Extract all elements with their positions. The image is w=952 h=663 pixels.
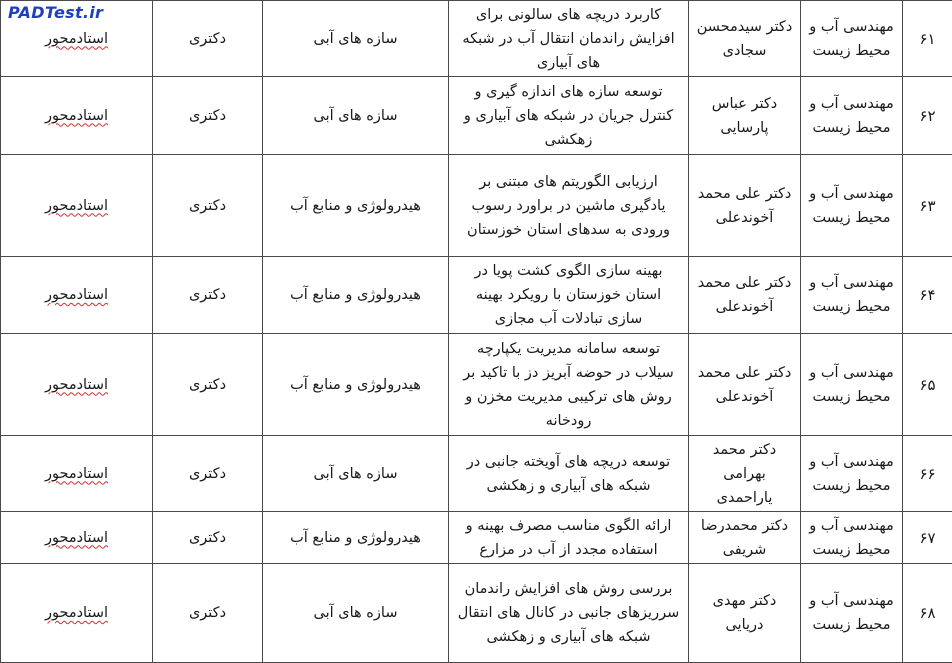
table-row <box>1 512 952 564</box>
row-number-cell: ۶۴ <box>903 257 952 334</box>
field-cell: مهندسی آب و محیط زیست <box>801 564 903 663</box>
supervisor-cell: دکتر علی محمد آخوندعلی <box>689 155 801 257</box>
row-number-cell: ۶۳ <box>903 155 952 257</box>
row-number-cell: ۶۶ <box>903 436 952 512</box>
table-row <box>1 436 952 512</box>
specialty-cell: هیدرولوژی و منابع آب <box>263 257 449 334</box>
row-number-cell: ۶۷ <box>903 512 952 564</box>
degree-cell: دکتری <box>153 257 263 334</box>
specialty-cell: هیدرولوژی و منابع آب <box>263 334 449 436</box>
row-number-cell: ۶۱ <box>903 1 952 77</box>
topic-cell: کاربرد دریچه های سالونی برای افزایش راندمان انتقال آب در شبکه های آبیاری <box>449 1 689 77</box>
row-number-cell: ۶۲ <box>903 77 952 155</box>
field-cell: مهندسی آب و محیط زیست <box>801 1 903 77</box>
topic-cell: توسعه سازه های اندازه گیری و کنترل جریان در شبکه های آبیاری و زهکشی <box>449 77 689 155</box>
field-cell: مهندسی آب و محیط زیست <box>801 257 903 334</box>
specialty-cell: سازه های آبی <box>263 77 449 155</box>
field-cell: مهندسی آب و محیط زیست <box>801 155 903 257</box>
supervisor-cell: دکتر علی محمد آخوندعلی <box>689 257 801 334</box>
degree-cell: دکتری <box>153 436 263 512</box>
table-row <box>1 1 952 77</box>
topic-cell: بررسی روش های افزایش راندمان سرریزهای جانبی در کانال های انتقال شبکه های آبیاری و زهکشی <box>449 564 689 663</box>
topic-cell: توسعه سامانه مدیریت یکپارچه سیلاب در حوضه آبریز دز با تاکید بر روش های ترکیبی مدیریت مخزن و رودخانه <box>449 334 689 436</box>
type-cell: استادمحور <box>1 436 153 512</box>
topic-cell: ارائه الگوی مناسب مصرف بهینه و استفاده مجدد از آب در مزارع <box>449 512 689 564</box>
degree-cell: دکتری <box>153 564 263 663</box>
field-cell: مهندسی آب و محیط زیست <box>801 512 903 564</box>
type-cell: استادمحور <box>1 155 153 257</box>
topic-cell: توسعه دریچه های آویخته جانبی در شبکه های آبیاری و زهکشی <box>449 436 689 512</box>
degree-cell: دکتری <box>153 334 263 436</box>
degree-cell: دکتری <box>153 155 263 257</box>
row-number-cell: ۶۵ <box>903 334 952 436</box>
supervisor-cell: دکتر محمد بهرامی یاراحمدی <box>689 436 801 512</box>
specialty-cell: سازه های آبی <box>263 436 449 512</box>
supervisor-cell: دکتر علی محمد آخوندعلی <box>689 334 801 436</box>
degree-cell: دکتری <box>153 512 263 564</box>
table-row <box>1 77 952 155</box>
topic-cell: بهینه سازی الگوی کشت پویا در استان خوزستان با رویکرد بهینه سازی تبادلات آب مجازی <box>449 257 689 334</box>
type-cell: استادمحور <box>1 334 153 436</box>
field-cell: مهندسی آب و محیط زیست <box>801 436 903 512</box>
specialty-cell: هیدرولوژی و منابع آب <box>263 512 449 564</box>
specialty-cell: هیدرولوژی و منابع آب <box>263 155 449 257</box>
type-cell: استادمحور <box>1 1 153 77</box>
type-cell: استادمحور <box>1 77 153 155</box>
supervisor-cell: دکتر سیدمحسن سجادی <box>689 1 801 77</box>
specialty-cell: سازه های آبی <box>263 564 449 663</box>
supervisor-cell: دکتر عباس پارسایی <box>689 77 801 155</box>
table-row <box>1 564 952 663</box>
topic-cell: ارزیابی الگوریتم های مبتنی بر یادگیری ماشین در براورد رسوب ورودی به سدهای استان خوزستان <box>449 155 689 257</box>
degree-cell: دکتری <box>153 77 263 155</box>
type-cell: استادمحور <box>1 564 153 663</box>
supervisor-cell: دکتر مهدی دریایی <box>689 564 801 663</box>
type-cell: استادمحور <box>1 257 153 334</box>
field-cell: مهندسی آب و محیط زیست <box>801 334 903 436</box>
field-cell: مهندسی آب و محیط زیست <box>801 77 903 155</box>
watermark-logo: PADTest.ir <box>8 3 103 22</box>
table-row <box>1 155 952 257</box>
table-row <box>1 257 952 334</box>
degree-cell: دکتری <box>153 1 263 77</box>
table-row <box>1 334 952 436</box>
type-cell: استادمحور <box>1 512 153 564</box>
supervisor-cell: دکتر محمدرضا شریفی <box>689 512 801 564</box>
row-number-cell: ۶۸ <box>903 564 952 663</box>
specialty-cell: سازه های آبی <box>263 1 449 77</box>
